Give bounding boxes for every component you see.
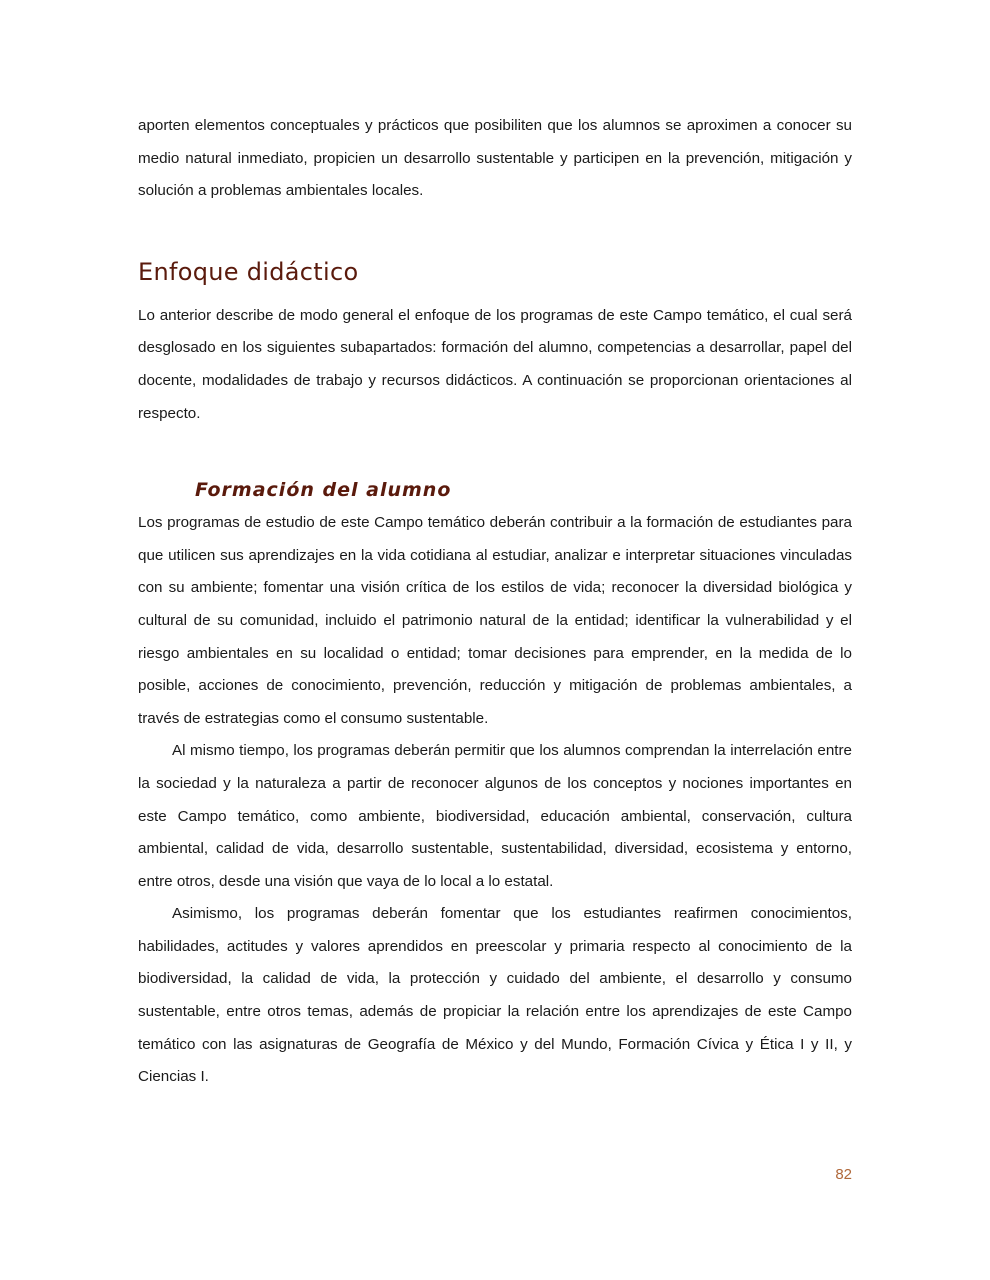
enfoque-paragraph: Lo anterior describe de modo general el enfoque de los programas de este Campo temático, el cual será desglosado en los siguientes subapartados: formación del alumno, competencias a desarrollar, papel del docente, modalidades de trabajo y recursos didácticos. A continuación se proporcionan orientaciones al respecto. xyxy=(138,306,852,422)
formacion-paragraph-1: Los programas de estudio de este Campo temático deberán contribuir a la formación de estudiantes para que utilicen sus aprendizajes en la vida cotidiana al estudiar, analizar e interpretar situaciones vinculadas con su ambiente; fomentar una visión crítica de los estilos de vida; reconocer la diversidad biológica y cultural de su comunidad, incluido el patrimonio natural de la entidad; identificar la vulnerabilidad y el riesgo ambientales en su localidad o entidad; tomar decisiones para emprender, en la medida de lo posible, acciones de conocimiento, prevención, reducción y mitigación de problemas ambientales, a través de estrategias como el consumo sustentable. xyxy=(138,514,852,727)
intro-end-paragraph: aporten elementos conceptuales y prácticos que posibiliten que los alumnos se aproximen a conocer su medio natural inmediato, propicien un desarrollo sustentable y participen en la prevención, mitigación y solución a problemas ambientales locales. xyxy=(138,117,852,200)
document-page xyxy=(138,110,852,1094)
section-heading-enfoque-didactico: Enfoque didáctico xyxy=(138,257,359,286)
page-number: 82 xyxy=(835,1166,852,1183)
subsection-heading-formacion-del-alumno: Formación del alumno xyxy=(195,479,452,502)
formacion-paragraph-2: Al mismo tiempo, los programas deberán permitir que los alumnos comprendan la interrelación entre la sociedad y la naturaleza a partir de reconocer algunos de los conceptos y nociones importantes en este Campo temático, como ambiente, biodiversidad, educación ambiental, conservación, cultura ambiental, calidad de vida, desarrollo sustentable, sustentabilidad, diversidad, ecosistema y entorno, entre otros, desde una visión que vaya de lo local a lo estatal. xyxy=(138,742,852,890)
formacion-paragraph-3: Asimismo, los programas deberán fomentar que los estudiantes reafirmen conocimientos, habilidades, actitudes y valores aprendidos en preescolar y primaria respecto al conocimiento de la biodiversidad, la calidad de vida, la protección y cuidado del ambiente, el desarrollo y consumo sustentable, entre otros temas, además de propiciar la relación entre los aprendizajes de este Campo temático con las asignaturas de Geografía de México y del Mundo, Formación Cívica y Ética I y II, y Ciencias I. xyxy=(138,905,852,1086)
